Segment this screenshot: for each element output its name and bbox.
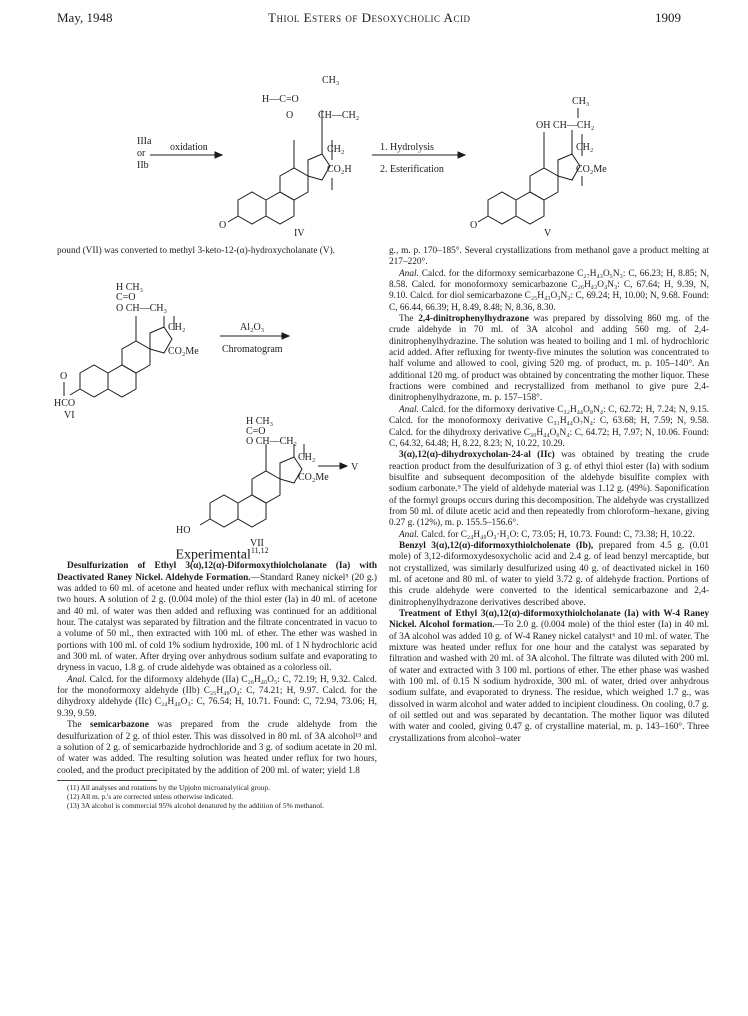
dnp-term: 2,4-dinitrophenylhydrazone (418, 314, 529, 325)
vii-o-ch-ch2: O CH—CH₂ (246, 436, 297, 447)
compound-label-vii: VII (250, 538, 264, 549)
paragraph-semicarbazone (57, 720, 377, 777)
vi-co2me: CO₂Me (168, 346, 199, 357)
anal-dihydroxy-body: Calcd. for C₂₄H₄₀O₃·H₂O: C, 73.05; H, 10.73. Found: C, 73.38; H, 10.22. (418, 529, 695, 540)
vi-hco: HCO (54, 398, 76, 409)
scheme-al2o3: Al₂O₃ (240, 322, 265, 333)
anal-semicarbazone-body: Calcd. for the diformoxy semicarbazone C₂₇H₄₃O₅N₃: C, 66.23; H, 8.85; N, 8.58. Calcd. for monoformoxy semicarbazone C₂₆H₄₃O₄N₃: C, 67.64; H, 9.39, N, 9.10. Calcd. for diol semicarbazone C₂₅H₄₃O₃N₃: C, 69.24; H, 10.00; N, 9.68. Found: C, 66.44, 66.39; H, 8.49, 8.48; N, 8.36, 8.30. (389, 268, 709, 313)
paragraph-dihydroxycholanal (389, 450, 709, 529)
paragraph-benzyl-ester (389, 541, 709, 609)
paragraph-anal-semicarbazone (389, 269, 709, 314)
anal-label: Anal. (67, 674, 87, 685)
vi-c-eq-o: C=O (116, 292, 136, 303)
scheme-co2me-a: CO₂Me (576, 164, 607, 175)
scheme-o-a: O (286, 110, 294, 121)
dihydroxycholanal-body: was obtained by treating the crude reaction product from the desulfurization of 3 g. of ethyl thiol ester (Ia) with sodium bisulfite and subsequent decomposition of the aldehyde bisulfite complex with sodium carbonate.⁹ The yield of aldehyde material was 1.12 g. (49%). Saponification of the formyl groups occurs during this decomposition. The aldehyde was crystallized from 50 ml. of dilute acetic acid and then repeatedly from chloroform–hexane, giving 0.27 g. (12%), m. p. 155.5–156.6°. (389, 450, 709, 529)
anal-label: Anal. (399, 268, 419, 279)
scheme-oh-ch-ch2: OH CH—CH₂ (536, 120, 595, 131)
scheme-formyl: H—C=O (262, 94, 299, 105)
paragraph-anal-dnp (389, 405, 709, 450)
footnote-12: (12) All m. p.'s are corrected unless otherwise indicated. (67, 791, 234, 801)
dnp-body: was prepared by dissolving 860 mg. of the crude aldehyde in 70 ml. of 3A alcohol and adding 560 mg. of 2,4-dinitrophenylhydrazine. The solution was heated to boiling and 1 ml. of hydrochloric acid added. After refluxing for twenty-five minutes the solution was concentrated to half volume and allowed to cool, giving 520 mg. of product, m. p. 105–140°. An additional 120 mg. of product was obtained by concentrating the mother liquor. These fractions were combined and recrystallized from methanol to give pure 2,4-dinitrophenylhydrazone, m. p. 157–158°. (389, 314, 709, 404)
vii-ch2: CH₂ (298, 452, 316, 463)
paragraph-w4-raney (389, 609, 709, 745)
scheme-ch-ch2-a: CH—CH₂ (318, 110, 360, 121)
scheme-ch2-b: CH₂ (576, 142, 594, 153)
semicarbazone-body: was prepared from the crude aldehyde from the desulfurization of 2 g. of thiol ester. This was dissolved in 80 ml. of 3A alcohol¹³ and a solution of 2 g. of semicarbazide hydrochloride and 3 g. of sodium acetate in 20 ml. of water was added. The resulting solution was heated under reflux for two hours, cooled, and the product precipitated by the addition of 200 ml. of water; yield 1.8 (57, 720, 377, 776)
reaction-scheme-top (0, 0, 748, 250)
compound-label-iv: IV (294, 228, 305, 239)
benzyl-ester-title: Benzyl 3(α),12(α)-diformoxythiolcholenate (Ib), (399, 540, 594, 551)
scheme-co2h: CO₂H (327, 164, 352, 175)
w4-raney-title: Treatment of Ethyl 3(α),12(α)-diformoxythiolcholanate (Ia) with W-4 Raney Nickel. Alcohol formation. (389, 609, 709, 631)
scheme-label-or: or (137, 148, 146, 159)
vi-formyl-o: O (60, 371, 68, 382)
scheme-ketone-o-a: O (219, 220, 227, 231)
vii-ho: HO (176, 525, 191, 536)
scheme-spacer (57, 257, 377, 545)
desulfurization-body: —Standard Raney nickel⁵ (20 g.) was added to 60 ml. of acetone and heated under reflux with mechanical stirring for two hours. A solution of 2 g. (0.004 mole) of the thiol ester (Ia) in 40 ml. of acetone and 40 ml. of water was then added and refluxing was continued for an additional hour. The catalyst was separated by filtration and the filtrate concentrated in vacuo to a volume of 50 ml., then extracted with 100 ml. of ether. The ether was washed in portions with 100 ml. of cold 1% sodium hydroxide, 100 ml. of 1 N hydrochloric acid and 300 ml. of water. After drying over anhydrous sodium sulfate and evaporating to dryness in vacuo, 1.8 g. of crude aldehyde was obtained as a colorless oil. (57, 572, 377, 674)
heading-footnote-refs: 11,12 (250, 546, 269, 556)
desulfurization-title: Desulfurization of Ethyl 3(α),12(α)-Diformoxythiolcholanate (Ia) with Deactivated Raney Nickel. Aldehyde Formation. (57, 561, 377, 583)
w4-raney-body: —To 2.0 g. (0.004 mole) of the thiol ester (Ia) in 40 ml. of 3A alcohol was added 10 g. of W-4 Raney nickel catalyst⁶ and 10 ml. of water. The mixture was heated under reflux for one hour and the catalyst was separated by filtration and washed with 20 ml. of 3A alcohol. The filtrate was diluted with 200 ml. of water and extracted with 3 100 ml. portions of ether. The ether phase was washed with 100 ml. of 0.15 N sodium hydroxide, 300 ml. of water, dried over anhydrous sodium sulfate, and evaporated to dryness. The residue, which weighed 1.7 g., was dissolved in warm alcohol and water added to incipient cloudiness. On cooling, 0.7 g. of oil settled out and was separated by decantation. The mother liquor was diluted with water and cooled, giving 0.47 g. of crystalline material, m. p. 143–160°. Three crystallizations from alcohol–water (389, 620, 710, 744)
paragraph-anal-aldehyde (57, 675, 377, 720)
anal-aldehyde-body: Calcd. for the diformoxy aldehyde (IIa) C₂₆H₄₀O₅: C, 72.19; H, 9.32. Calcd. for the monoformoxy aldehyde (IIb) C₂₅H₄₀O₄: C, 74.21; H, 9.97. Calcd. for the dihydroxy aldehyde (IIc) C₂₄H₄₀O₃: C, 76.54; H, 10.71. Found: C, 72.94, 73.06; H, 9.39, 9.59. (57, 674, 377, 719)
paragraph-anal-dihydroxy (389, 530, 709, 541)
scheme-oxidation: oxidation (170, 142, 208, 153)
footnote-rule (57, 780, 157, 781)
running-header-date: May, 1948 (57, 10, 113, 25)
right-column (389, 246, 709, 745)
arrow-v-label: V (351, 462, 359, 473)
semicarbazone-term: semicarbazone (89, 720, 149, 731)
paragraph-vii-conversion: pound (VII) was converted to methyl 3-keto-12-(α)-hydroxycholanate (V). (57, 246, 336, 256)
steroid-skeleton-iv (228, 110, 332, 224)
heading-text: Experimental (175, 548, 251, 563)
scheme-step-hydrolysis: 1. Hydrolysis (380, 142, 434, 153)
vi-ch2: CH₂ (168, 322, 186, 333)
vii-h-ch3: H CH₃ (246, 416, 274, 427)
compound-label-v: V (544, 228, 552, 239)
benzyl-ester-body: prepared from 4.5 g. (0.01 mole) of 3,12-diformoxydesoxycholic acid and 2.4 g. of lead benzyl mercaptide, but not crystallized, was similarly desulfurized using 40 g. of deactivated nickel in 160 ml. of acetone and 80 ml. of water to yield 3.72 g. of aldehyde fraction. Portions of this crude aldehyde were converted to the identical semicarbazone and 2,4-dinitrophenylhydrazone derivatives described above. (389, 540, 710, 608)
dihydroxycholanal-title: 3(α),12(α)-dihydroxycholan-24-al (IIc) (399, 450, 555, 461)
left-column (57, 246, 377, 810)
vi-h-ch3: H CH₃ (116, 282, 144, 293)
scheme-ketone-o-b: O (470, 220, 478, 231)
scheme-ch3-a: CH₃ (322, 75, 340, 86)
anal-dnp-body: Calcd. for the diformoxy derivative C₃₂H₄₄O₈N₄: C, 62.72; H, 7.24; N, 9.15. Calcd. for the monoformoxy derivative C₃₁H₄₄O₇N₄: C, 63.68; H, 7.59; N, 9.58. Calcd. for the dihydroxy derivative C₃₀H₄₄O₆N₄: C, 64.72; H, 7.97; N, 10.06. Found: C, 64.32, 64.48; H, 8.22, 8.23; N, 10.22, 10.29. (389, 404, 709, 449)
scheme-chromatogram: Chromatogram (222, 344, 283, 355)
scheme-label-iib: IIb (137, 160, 149, 171)
paragraph-semicarbazone-cont: g., m. p. 170–185°. Several crystallizations from methanol gave a product melting at 217–220°. (389, 246, 709, 268)
vii-c-eq-o: C=O (246, 426, 266, 437)
page-number: 1909 (655, 10, 681, 25)
footnote-11: (11) All analyses and rotations by the Upjohn microanalytical group. (67, 782, 270, 792)
scheme-step-esterification: 2. Esterification (380, 164, 444, 175)
footnote-13: (13) 3A alcohol is commercial 95% alcohol denatured by the addition of 5% methanol. (67, 800, 324, 810)
scheme-ch3-b: CH₃ (572, 96, 590, 107)
section-heading-experimental (57, 545, 377, 561)
anal-label: Anal. (399, 529, 419, 540)
paragraph-desulfurization (57, 561, 377, 674)
dnp-lead: The (399, 314, 419, 325)
scheme-ch2-a: CH₂ (327, 144, 345, 155)
vi-o-ch-ch3: O CH—CH₃ (116, 303, 167, 314)
semicarbazone-lead: The (67, 720, 90, 731)
anal-label: Anal. (399, 404, 419, 415)
scheme-label-iiia: IIIa (137, 136, 152, 147)
vii-co2me: CO₂Me (298, 472, 329, 483)
compound-label-vi: VI (64, 410, 75, 421)
paragraph-dnp-hydrazone (389, 314, 709, 405)
running-header-title: Thiol Esters of Desoxycholic Acid (268, 10, 471, 25)
